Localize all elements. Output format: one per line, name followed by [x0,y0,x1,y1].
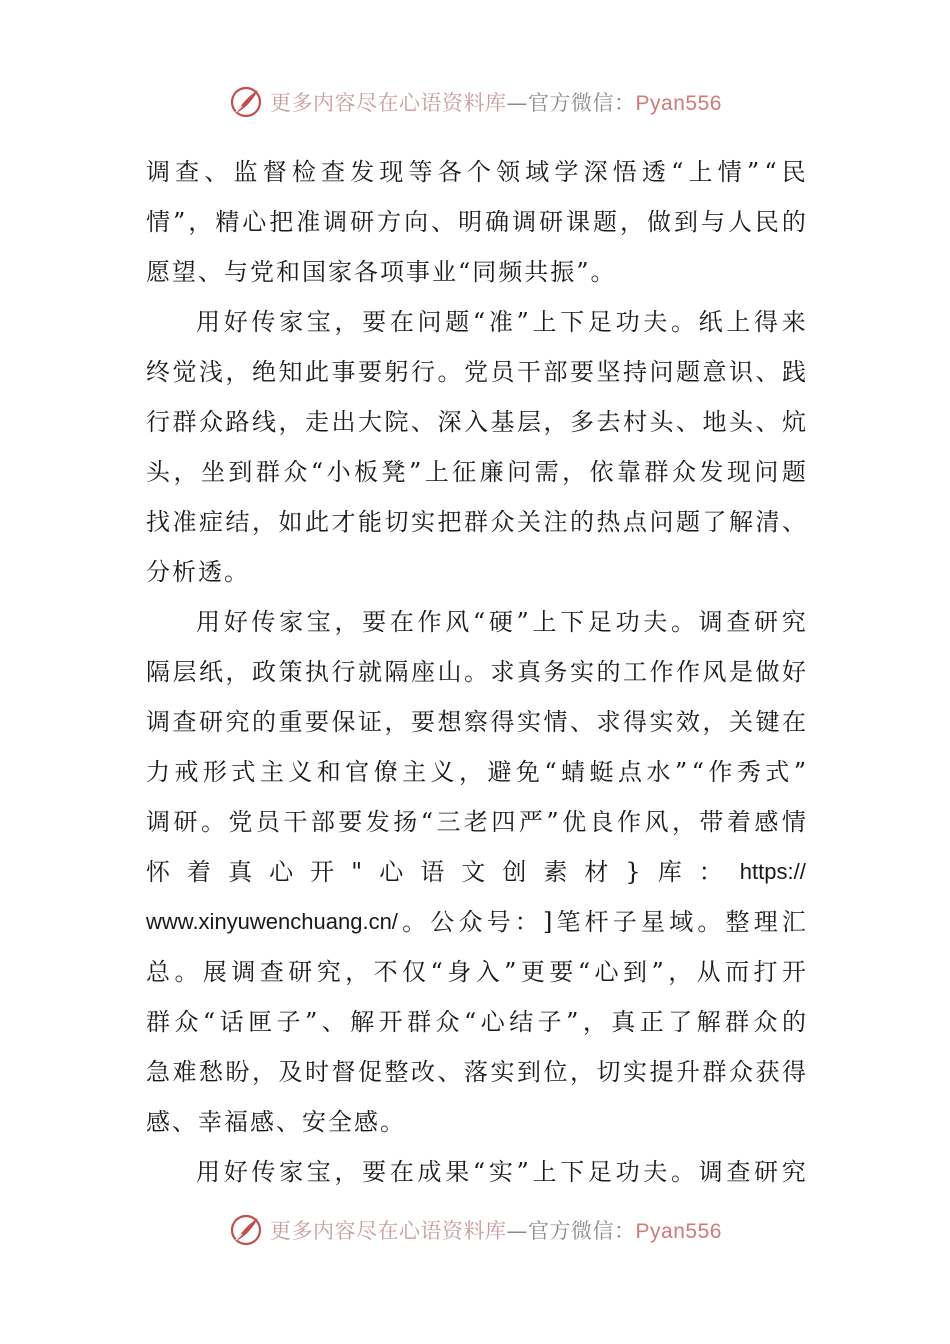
text-line: 分析透。 [146,558,250,586]
text-line: 力 戒 形 式 主 义 和 官 僚 主 义 ， 避 免 “ 蜻 蜓 点 水 ” “ 作 秀 式 ” [146,758,806,786]
paragraph [146,147,806,297]
footer-banner [0,1208,950,1252]
banner-title: 更多内容尽在心语资料库 [270,91,507,115]
paragraph [146,1147,806,1197]
text-line: 怀 着 真 心 开 " 心 语 文 创 素 材 } 库 ： https:// [146,858,806,886]
text-line: 找 准 症 结 ， 如 此 才 能 切 实 把 群 众 关 注 的 热 点 问 题 了 解 清 、 [146,508,806,536]
paragraph [146,297,806,597]
header-banner [0,80,950,124]
text-line: www.xinyuwenchuang.cn/ 。 公 众 号 ： ] 笔 杆 子 星 域 。 整 理 汇 [146,908,806,936]
banner-wechat-id: Pyan556 [635,92,722,115]
paragraph [146,597,806,1147]
banner-title: 更多内容尽在心语资料库 [270,1219,507,1243]
text-line: 调 查 、 监 督 检 查 发 现 等 各 个 领 域 学 深 悟 透 “ 上 情 ” “ 民 [146,158,806,186]
text-line: 总 。 展 调 查 研 究 ， 不 仅 “ 身 入 ” 更 要 “ 心 到 ” ， 从 而 打 开 [146,958,806,986]
text-line: 群 众 “ 话 匣 子 ” 、 解 开 群 众 “ 心 结 子 ” ， 真 正 了 解 群 众 的 [146,1008,806,1036]
text-line: 愿望、与党和国家各项事业“同频共振”。 [146,258,617,286]
banner-text [270,87,722,117]
text-line: 头 ， 坐 到 群 众 “ 小 板 凳 ” 上 征 廉 问 需 ， 依 靠 群 众 发 现 问 题 [146,458,806,486]
text-line: 调 研 。 党 员 干 部 要 发 扬 “ 三 老 四 严 ” 优 良 作 风 ， 带 着 感 情 [146,808,806,836]
text-line: 行 群 众 路 线 ， 走 出 大 院 、 深 入 基 层 ， 多 去 村 头 、 地 头 、 炕 [146,408,806,436]
text-line: 用 好 传 家 宝 ， 要 在 成 果 “ 实 ” 上 下 足 功 夫 。 调 查 研 究 [196,1158,806,1186]
quill-logo-icon [228,84,264,120]
banner-wechat-label: —官方微信： [506,1219,636,1243]
text-line: 用 好 传 家 宝 ， 要 在 作 风 “ 硬 ” 上 下 足 功 夫 。 调 查 研 究 [196,608,806,636]
text-line: 情 ” ， 精 心 把 准 调 研 方 向 、 明 确 调 研 课 题 ， 做 到 与 人 民 的 [146,208,806,236]
document-body [146,147,806,1197]
banner-text [270,1215,722,1245]
text-line: 调 查 研 究 的 重 要 保 证 ， 要 想 察 得 实 情 、 求 得 实 效 ， 关 键 在 [146,708,806,736]
banner-wechat-id: Pyan556 [635,1220,722,1243]
quill-logo-icon [228,1212,264,1248]
text-line: 隔 层 纸 ， 政 策 执 行 就 隔 座 山 。 求 真 务 实 的 工 作 作 风 是 做 好 [146,658,806,686]
text-line: 急 难 愁 盼 ， 及 时 督 促 整 改 、 落 实 到 位 ， 切 实 提 升 群 众 获 得 [146,1058,806,1086]
text-line: 终 觉 浅 ， 绝 知 此 事 要 躬 行 。 党 员 干 部 要 坚 持 问 题 意 识 、 践 [146,358,806,386]
text-line: 感、幸福感、安全感。 [146,1108,406,1136]
text-line: 用 好 传 家 宝 ， 要 在 问 题 “ 准 ” 上 下 足 功 夫 。 纸 上 得 来 [196,308,806,336]
banner-wechat-label: —官方微信： [506,91,636,115]
